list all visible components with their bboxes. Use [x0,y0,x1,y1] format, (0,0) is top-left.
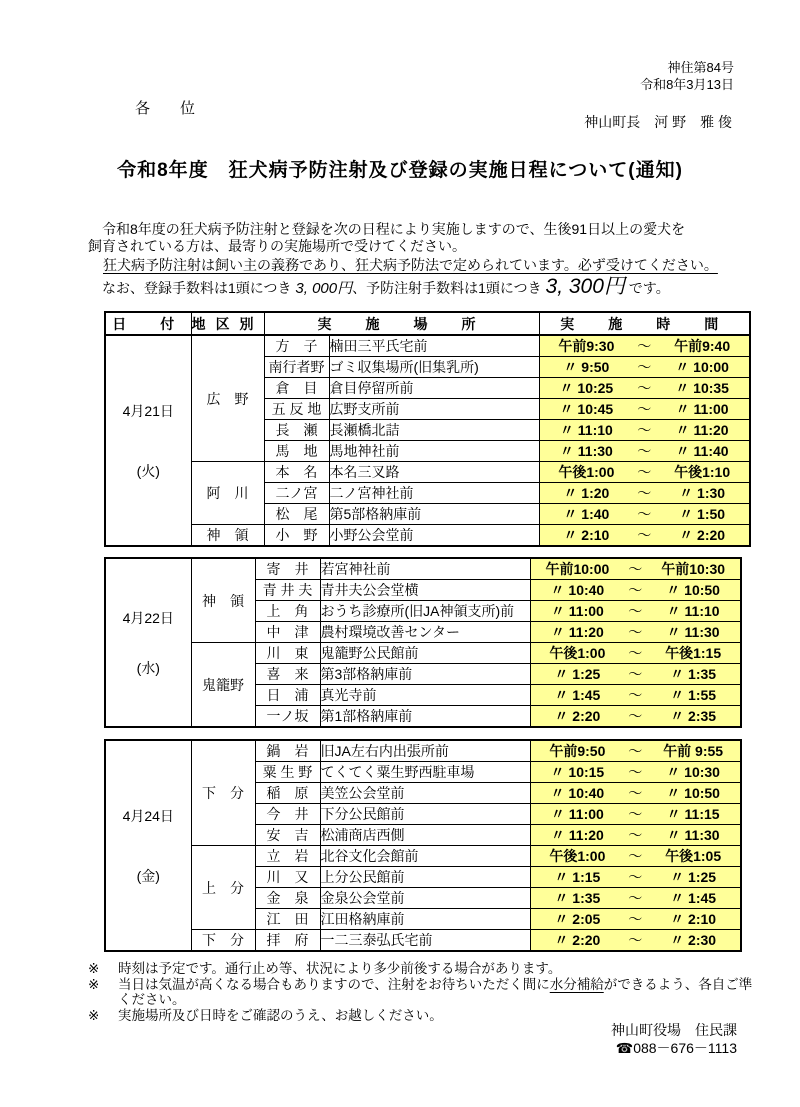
schedule-row [105,462,750,483]
column-header-time: 実 施 時 間 [539,312,750,335]
time-end: 〃 11:15 [666,806,720,822]
time-separator: ～ [628,911,643,927]
time-cell [530,909,741,930]
place-cell: ゴミ収集場所(旧集乳所) [329,357,539,378]
place-cell: 一二三泰弘氏宅前 [320,930,530,952]
time-cell [530,643,741,664]
time-cell [530,601,741,622]
time-start: 午前9:30 [558,338,615,354]
schedule-row [105,643,741,664]
phone-line [611,1039,737,1057]
time-end: 午前9:40 [674,338,731,354]
subdistrict-cell: 青 井 夫 [255,580,320,601]
time-separator: ～ [637,527,652,543]
time-start: 〃 10:40 [550,582,605,598]
place-cell: 若宮神社前 [320,558,530,580]
note-2-pre: 当日は気温が高くなる場合もありますので、注射をお待ちいただく間に [118,977,550,992]
subdistrict-cell: 粟 生 野 [255,762,320,783]
place-cell: 農村環境改善センター [320,622,530,643]
district-cell: 神 領 [191,558,255,643]
time-separator: ～ [637,380,652,396]
time-start: 〃 11:20 [550,624,604,640]
time-start: 〃 10:25 [559,380,614,396]
salutation: 各 位 [135,100,196,117]
time-end: 〃 1:25 [670,869,717,885]
place-cell: てくてく粟生野西駐車場 [320,762,530,783]
schedule-table-1 [104,311,751,547]
time-cell [530,706,741,728]
registration-fee: 3, 000円 [295,280,353,297]
duty-line [88,257,748,274]
time-separator: ～ [628,645,643,661]
time-end: 午後1:05 [665,848,722,864]
duty-sentence: 狂犬病予防注射は飼い主の義務であり、狂犬病予防法で定められています。必ず受けてください。 [103,257,718,273]
intro-line-2: 飼育されている方は、最寄りの実施場所で受けてください。 [88,238,466,254]
page-title: 令和8年度 狂犬病予防注射及び登録の実施日程について(通知) [117,160,683,181]
date-label: 4月21日 [122,402,174,419]
office-name: 神山町役場 住民課 [611,1022,737,1038]
time-end: 午後1:15 [665,645,722,661]
time-cell [530,867,741,888]
subdistrict-cell: 川 東 [255,643,320,664]
doc-number: 神住第84号 [667,60,734,75]
time-separator: ～ [628,603,643,619]
time-end: 午前10:30 [661,561,726,577]
fee-text-pre: なお、登録手数料は1頭につき [88,280,296,296]
district-cell: 上 分 [191,846,255,930]
time-cell [539,357,750,378]
place-cell: 真光寺前 [320,685,530,706]
time-separator: ～ [628,869,643,885]
place-cell: 二ノ宮神社前 [329,483,539,504]
time-start: 午前10:00 [545,561,610,577]
note-1-text: 時刻は予定です。通行止め等、状況により多少前後する場合があります。 [118,961,562,976]
time-separator: ～ [637,422,652,438]
column-header-district: 地区別 [191,312,264,335]
place-cell: 北谷文化会館前 [320,846,530,867]
district-cell: 阿 川 [191,462,264,525]
time-separator: ～ [628,806,643,822]
intro-paragraph [88,221,748,297]
subdistrict-cell: 川 又 [255,867,320,888]
time-start: 〃 1:45 [554,687,601,703]
time-end: 〃 10:30 [666,764,720,780]
fee-text-post: です。 [624,280,670,296]
time-end: 〃 11:10 [666,603,720,619]
time-start: 〃 1:15 [554,869,601,885]
column-header-date: 日 付 [105,312,191,335]
district-cell: 神 領 [191,525,264,547]
schedule-table-3 [104,739,742,952]
subdistrict-cell: 方 子 [264,335,329,357]
schedule-header-row [105,312,750,335]
time-separator: ～ [628,890,643,906]
note-marker: ※ [88,1008,100,1023]
schedule-row [105,740,741,762]
time-cell [530,558,741,580]
schedule-row [105,846,741,867]
place-cell: 金泉公会堂前 [320,888,530,909]
subdistrict-cell: 稲 原 [255,783,320,804]
time-separator: ～ [637,464,652,480]
place-cell: 倉目停留所前 [329,378,539,399]
time-end: 〃 1:45 [670,890,717,906]
subdistrict-cell: 南行者野 [264,357,329,378]
subdistrict-cell: 金 泉 [255,888,320,909]
time-separator: ～ [628,666,643,682]
place-cell: 楠田三平氏宅前 [329,335,539,357]
note-2-line-2: ください。 [118,992,186,1007]
phone-number: 088－676－1113 [633,1040,737,1056]
time-cell [530,825,741,846]
time-cell [530,804,741,825]
place-cell: 青井夫公会堂横 [320,580,530,601]
time-cell [539,525,750,547]
time-start: 〃 1:40 [563,506,610,522]
time-start: 〃 2:05 [554,911,601,927]
time-start: 〃 2:10 [563,527,610,543]
note-marker: ※ [88,977,100,992]
fee-line [88,275,748,298]
subdistrict-cell: 倉 目 [264,378,329,399]
time-end: 〃 1:50 [679,506,726,522]
weekday-label: (水) [136,659,160,676]
subdistrict-cell: 立 岩 [255,846,320,867]
time-start: 〃 2:20 [554,932,601,948]
subdistrict-cell: 鍋 岩 [255,740,320,762]
time-cell [539,399,750,420]
place-cell: 本名三叉路 [329,462,539,483]
schedule-row [105,558,741,580]
date-label: 4月24日 [122,807,174,824]
doc-date: 令和8年3月13日 [640,77,734,92]
phone-icon: ☎ [615,1040,634,1056]
time-start: 〃 11:00 [550,806,604,822]
place-cell: 馬地神社前 [329,441,539,462]
time-separator: ～ [637,338,652,354]
time-end: 午後1:10 [674,464,731,480]
time-separator: ～ [628,743,643,759]
place-cell: 下分公民館前 [320,804,530,825]
district-cell: 下 分 [191,930,255,952]
sender-name: 神山町長 河 野 雅 俊 [584,114,732,130]
time-end: 〃 11:30 [666,827,720,843]
time-separator: ～ [628,687,643,703]
place-cell: 第3部格納庫前 [320,664,530,685]
place-cell: 上分公民館前 [320,867,530,888]
time-separator: ～ [628,561,643,577]
time-separator: ～ [637,506,652,522]
date-cell [105,740,191,951]
time-end: 〃 1:55 [670,687,717,703]
time-cell [539,504,750,525]
time-separator: ～ [628,848,643,864]
time-start: 〃 2:20 [554,708,601,724]
subdistrict-cell: 寄 井 [255,558,320,580]
subdistrict-cell: 安 吉 [255,825,320,846]
time-end: 〃 2:35 [670,708,717,724]
time-separator: ～ [628,624,643,640]
time-start: 〃 10:15 [550,764,605,780]
time-cell [530,930,741,952]
time-end: 〃 10:00 [675,359,729,375]
subdistrict-cell: 二ノ宮 [264,483,329,504]
notes [88,961,758,1024]
time-separator: ～ [628,764,643,780]
time-end: 〃 10:50 [666,582,720,598]
time-cell [530,685,741,706]
time-end: 〃 11:30 [666,624,720,640]
time-start: 午後1:00 [558,464,615,480]
time-cell [539,462,750,483]
note-marker: ※ [88,961,100,976]
time-start: 〃 1:35 [554,890,601,906]
time-separator: ～ [628,827,643,843]
time-cell [530,846,741,867]
time-cell [539,378,750,399]
note-2-keyword: 水分補給 [549,977,604,992]
note-2-text [118,977,758,1007]
time-end: 午前 9:55 [663,743,724,759]
time-end: 〃 1:30 [679,485,726,501]
time-cell [539,441,750,462]
weekday-label: (金) [136,867,160,884]
footer-contact [611,1021,737,1057]
schedule-row [105,335,750,357]
subdistrict-cell: 長 瀬 [264,420,329,441]
subdistrict-cell: 今 井 [255,804,320,825]
subdistrict-cell: 一ノ坂 [255,706,320,728]
note-3-text: 実施場所及び日時をご確認のうえ、お越しください。 [118,1008,443,1023]
note-2 [88,977,758,1007]
time-cell [530,740,741,762]
time-start: 〃 11:00 [550,603,604,619]
time-separator: ～ [637,485,652,501]
time-separator: ～ [637,359,652,375]
time-cell [530,622,741,643]
time-start: 〃 9:50 [563,359,610,375]
place-cell: 広野支所前 [329,399,539,420]
schedule-row [105,525,750,547]
subdistrict-cell: 中 津 [255,622,320,643]
time-cell [539,420,750,441]
subdistrict-cell: 日 浦 [255,685,320,706]
time-separator: ～ [628,708,643,724]
place-cell: 江田格納庫前 [320,909,530,930]
place-cell: 第5部格納庫前 [329,504,539,525]
schedule-table-2 [104,557,742,728]
place-cell: 小野公会堂前 [329,525,539,547]
time-cell [530,888,741,909]
time-end: 〃 2:10 [670,911,717,927]
time-separator: ～ [628,932,643,948]
place-cell: 美笠公会堂前 [320,783,530,804]
time-separator: ～ [628,785,643,801]
district-cell: 下 分 [191,740,255,846]
time-start: 〃 10:45 [559,401,614,417]
time-separator: ～ [637,401,652,417]
date-cell [105,335,191,546]
place-cell: 第1部格納庫前 [320,706,530,728]
date-cell [105,558,191,727]
time-end: 〃 10:50 [666,785,720,801]
time-end: 〃 2:20 [679,527,726,543]
column-header-place: 実 施 場 所 [264,312,539,335]
time-start: 〃 11:20 [550,827,604,843]
time-end: 〃 1:35 [670,666,717,682]
place-cell: 長瀬橋北詰 [329,420,539,441]
date-label: 4月22日 [122,609,174,626]
time-start: 〃 1:25 [554,666,601,682]
time-end: 〃 10:35 [675,380,729,396]
schedule-row [105,930,741,952]
time-cell [530,762,741,783]
time-cell [530,580,741,601]
place-cell: 鬼籠野公民館前 [320,643,530,664]
injection-fee: 3, 300円 [545,275,625,298]
time-start: 〃 11:10 [559,422,613,438]
time-separator: ～ [628,582,643,598]
subdistrict-cell: 上 角 [255,601,320,622]
subdistrict-cell: 松 尾 [264,504,329,525]
time-start: 〃 10:40 [550,785,605,801]
weekday-label: (火) [136,462,160,479]
time-start: 〃 11:30 [559,443,613,459]
district-cell: 鬼籠野 [191,643,255,728]
time-separator: ～ [637,443,652,459]
time-cell [530,664,741,685]
time-cell [539,483,750,504]
time-cell [530,783,741,804]
time-end: 〃 11:00 [675,401,729,417]
place-cell: おうち診療所(旧JA神領支所)前 [320,601,530,622]
subdistrict-cell: 五 反 地 [264,399,329,420]
subdistrict-cell: 小 野 [264,525,329,547]
subdistrict-cell: 喜 来 [255,664,320,685]
time-start: 〃 1:20 [563,485,610,501]
subdistrict-cell: 江 田 [255,909,320,930]
intro-line-1: 令和8年度の狂犬病予防注射と登録を次の日程により実施しますので、生後91日以上の愛犬を [88,221,686,237]
place-cell: 松浦商店西側 [320,825,530,846]
time-start: 午後1:00 [549,645,606,661]
note-1 [88,961,758,976]
time-end: 〃 11:20 [675,422,729,438]
fee-text-mid: 、予防注射手数料は1頭につき [352,280,546,296]
district-cell: 広 野 [191,335,264,462]
time-end: 〃 2:30 [670,932,717,948]
note-2-post: ができるよう、各自ご準 [603,977,753,992]
place-cell: 旧JA左右内出張所前 [320,740,530,762]
time-start: 午前9:50 [549,743,606,759]
time-start: 午後1:00 [549,848,606,864]
time-end: 〃 11:40 [675,443,729,459]
subdistrict-cell: 本 名 [264,462,329,483]
time-cell [539,335,750,357]
subdistrict-cell: 拝 府 [255,930,320,952]
subdistrict-cell: 馬 地 [264,441,329,462]
